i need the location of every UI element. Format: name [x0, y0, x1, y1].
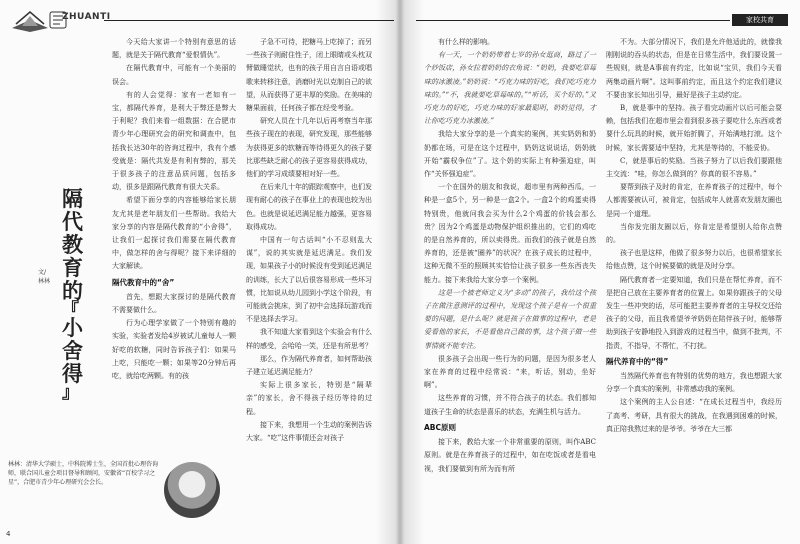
paragraph: 这个案例的主人公自述：“在成长过程当中，我经历了高考、考研，具有很大的挑战，在我遇到困难的时候，真正陪我熬过来的是爷爷。爷爷在大三都 [606, 398, 782, 433]
paragraph: 隔代教育者一定要知道，我们只是在帮忙养育，而不是把自己放在主要养育者的位置上。如果你跟孩子的父母发生一些冲突的话，尽可能把主要养育者的主导权交还给孩子的父母，而且我希望爷爷奶奶在陪伴孩子时，能够帮助到孩子安静地投入到游戏的过程当中，做到不批判，不指责，不指导，不帮忙，不打扰。 [606, 275, 782, 350]
title-char: 舍 [62, 339, 83, 363]
paragraph: 有什么样的影响。 [438, 38, 494, 46]
right-page [402, 0, 800, 544]
paragraph: 要帮到孩子及时的肯定，在养育孩子的过程中，每个人都需要被认可，被肯定，包括成年人就喜欢发朋友圈也是同一个道理。 [606, 183, 782, 218]
paragraph: 很多孩子会出现一些行为的问题，是因为很多老人家在养育的过程中经常说：“来，听话，别动，坐好啊”。 [424, 354, 596, 390]
paragraph: 接下来，我想用一个生动的案例告诉大家。“吃”这件事情还会对孩子 [246, 420, 372, 443]
header-rule [416, 20, 730, 21]
right-column-1 [424, 36, 596, 476]
paragraph: 那么，作为隔代养育者，如何帮助孩子建立延迟满足能力？ [246, 354, 372, 377]
title-char: 得 [62, 362, 83, 386]
subheading: 隔代养育中的“得” [606, 356, 669, 366]
title-char: 代 [62, 210, 83, 234]
paragraph: 我不知道大家看到这个实验会有什么样的感受，会哈哈一笑，还是有所思考？ [246, 328, 372, 350]
paragraph: 有的人会觉得：家有一老如有一宝，都隔代养育，是利大于弊还是弊大于利呢？我们来看一组数据：在合肥市青少年心理研究会的研究和调查中，包括我长达30年的咨询过程中，我有个感受就是：隔代共发是有利有弊的，那关于很多孩子的注意品质问题，包括多动，很多是跟隔代教育有很大关系。 [112, 90, 236, 192]
left-column-2 [246, 36, 372, 445]
author-bio: 林林：清华大学硕士，中科院博士生，全国首批心理咨询师，联合国儿童会项目督导和顾问，安徽省“百校学习之星”，合肥市青少年心理研究会会长。 [8, 461, 159, 486]
paragraph: 在后来几十年的跟踪观察中，也们发现有耐心的孩子在事业上的表现也较为出色。也就是说延迟满足能力越强，更容易取得成功。 [246, 183, 372, 231]
left-page [0, 0, 398, 544]
book-gutter [376, 0, 424, 544]
paragraph: 首先，想跟大家探讨的是隔代教育不需要做什么。 [112, 292, 236, 315]
title-char: 教 [62, 233, 83, 257]
subheading: 隔代教育中的“舍” [112, 277, 175, 287]
title-char: 的 [62, 279, 83, 303]
title-char: 』 [62, 383, 79, 403]
paragraph: 子急不可待，把糖马上吃掉了；而另一些孩子则耐住性子，闭上眼睛或头枕双臂做睡觉状，也有的孩子用自言自语或唱歌来转移注意，消磨时光以克制自己的欲望，从而获得了更丰厚的奖励。在美味的糖果面前，任何孩子都在经受考验。 [246, 38, 372, 113]
section-tag: 家校共育 [732, 14, 788, 26]
title-char: 隔 [62, 187, 83, 211]
paragraph: 这些养育的习惯，并不符合孩子的状态。我们都知道孩子生命的状态是喜乐的状态，充满生机与活力。 [424, 394, 596, 416]
paragraph: 当然隔代养育也有特别的优势的地方，我也想跟大家分享一个真实的案例，非常感动我的案例。 [606, 372, 782, 394]
left-column-1 [112, 36, 236, 383]
paragraph: 在隔代教育中，可能有一个美丽的误会。 [112, 64, 236, 86]
paragraph: 实际上很多家长，特别是“隔辈亲”的家长，舍不得孩子经历等待的过程。 [246, 381, 372, 416]
paragraph: 一个在国外的朋友和我说，超市里有两种西瓜，一种是一盒5个，另一种是一盒2个。一盒2个的鸡蛋卖得特别贵，他就问我会买为什么2个鸡蛋的价钱会那么贵？因为2个鸡蛋是动物保护组织推出的，它们的鸡吃的是自然养育的，所以卖得贵。而我们的孩子就是自然养育的，还是被“圈养”的状况？在孩子成长的过程中，这种无微不至的照顾其实恰恰让孩子很多一些东西丧失能力。接下来我给大家分享一个案例。 [424, 183, 596, 284]
quote-paragraph: 有一天，一个奶奶带着七岁的孙女逛商，路过了一个炒饭店，孙女拉着奶奶的衣角说：“奶奶，我要吃草莓味的冰激凌。”奶奶说：“巧克力味的好吃，我们吃巧克力味的。”“不，我就要吃草莓味的。”“听话，买个好的。”又巧克力的好吃，巧克力味的好家最聪明，奶奶觉得，才让你吃巧克力冰激凌。” [424, 51, 596, 126]
paragraph: 孩子也是这样，他做了很多努力以后，也很希望家长给他点赞，这个时候要做的就是及时分享。 [606, 249, 782, 271]
author-photo [164, 462, 220, 518]
right-column-2 [606, 36, 782, 436]
paragraph: C，就是事后的奖励。当孩子努力了以后我们要跟他主交流：“哇，你怎么做到的？你真的很不容易。” [606, 156, 782, 179]
page-number: 4 [6, 530, 11, 538]
title-char: 小 [62, 316, 83, 340]
paragraph: 当你发完朋友圈以后，你肯定是希望别人给你点赞的。 [606, 222, 782, 245]
article-title [62, 187, 110, 403]
paragraph: 不为。大部分情况下，我们是允许他适此的，就像我刚刚说的吞头的状态，但是在日常生活中，我们要设置一些规则，就是A事前有约定，比如说“宝贝，我们今天看两集动画片啊”。这叫事前约定，而且这个约定我们建议不要由家长知出引导，最好是孩子主动约定。 [606, 38, 782, 99]
paragraph: 中国有一句古话叫“小不忍则乱大谋”，说的其实就是延迟满足。我们发现，如果孩子小的时候没有受到延迟满足的训练，长大了以后很容易形成一些坏习惯，比如说从幼儿园到小学这个阶段，有可能就会挑床，到了初中会选择玩游戏而不是选择去学习。 [246, 236, 372, 324]
paragraph: 研究人员在十几年以后再考察当年那些孩子现在的表现，研究发现，那些能够为获得更多的软糖而等待得更久的孩子要比那些缺乏耐心的孩子更容易获得成功，他们的学习成绩要相对好一些。 [246, 117, 372, 179]
subheading: ABC原则 [424, 422, 457, 432]
paragraph: B，就是事中的坚持。孩子看完动画片以后可能会耍赖，包括我们在超市里会看到很多孩子要吃什么东西或者要什么玩具的时候，就开始折腾了，开始满地打滚。这个时候，家长需要适中坚持，尤其是等待的，不能妥协。 [606, 104, 782, 152]
paragraph: 行为心理学家做了一个特别有趣的实验，实验者发给4岁被试儿童每人一颗好吃的软糖，同时告诉孩子们：如果马上吃，只能吃一颗；如果等20分钟后再吃，就给吃两颗。有的孩 [112, 319, 236, 381]
header-rule [104, 20, 394, 21]
byline: 文/林林 [38, 269, 51, 285]
title-char: 育 [62, 256, 83, 280]
paragraph: 我给大家分享的是一个真实的案例，其实奶奶和奶奶都在场，可是在这个过程中，奶奶这说说话，奶奶就开始“霸权争位”了。这个奶的实际上有种强迫症，叫作“关怀强迫症”。 [424, 130, 596, 179]
header-word: ZHUANTI [62, 12, 111, 22]
paragraph: 接下来，教给大家一个非常重要的原则，叫作ABC原则。就是在养育孩子的过程中，如在吃饭或者是看电视，我们要做到有所为而有所 [424, 438, 596, 473]
paragraph: 今天给大家讲一个特别有意思的话题，就是关于隔代教育“爱恨情仇”。 [112, 38, 236, 60]
title-char: 『 [62, 300, 79, 320]
quote-paragraph: 这是一个被老师定义为“多动”的孩子，我给这个孩子在做注意测评的过程中，发现这个孩子是有一个很重要的问题，是什么呢？就是孩子在做事的过程中，老是爱看他的家长，不是看他自己做的事，这个孩子做一些事情就不能专注。 [424, 288, 596, 350]
paragraph: 希望下面分享的内容能够给家长朋友尤其是老年朋友们一些帮助。我给大家分享的内容是隔代教育的“小舍得”，让我们一起探讨我们需要在隔代教育中，做怎样的舍与得呢？接下来详细的大家解读。 [112, 196, 236, 271]
